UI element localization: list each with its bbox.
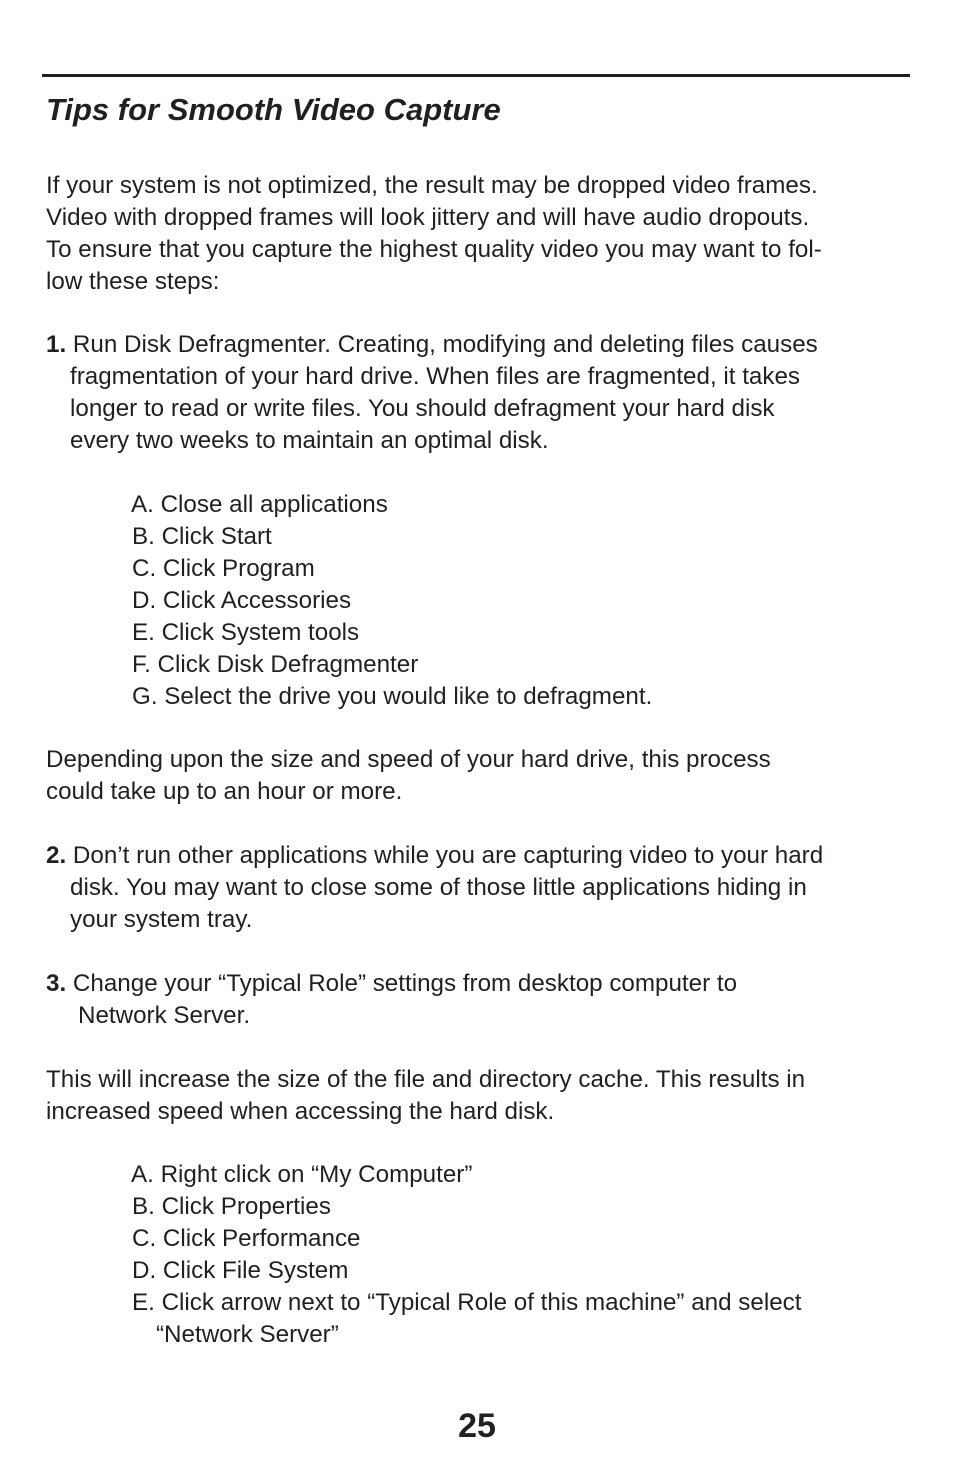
note-line: could take up to an hour or more. [46,778,403,805]
step-2-first-line [46,840,926,872]
note-line: This will increase the size of the file and directory cache. This results in [46,1066,806,1093]
step-2 [46,840,926,936]
intro-line: To ensure that you capture the highest quality video you may want to fol- [46,236,822,263]
substep-item: C. Click Performance [132,1225,361,1252]
step-3-substeps [131,1159,801,1351]
substep-item: E. Click System tools [132,619,360,646]
step-3-line: Network Server. [78,1002,251,1029]
substep-item: G. Select the drive you would like to defragment. [132,683,653,710]
intro-line: Video with dropped frames will look jittery and will have audio dropouts. [46,204,810,231]
step-1-number: 1. [46,331,67,358]
substep-item: F. Click Disk Defragmenter [132,651,419,678]
page-title: Tips for Smooth Video Capture [46,92,501,127]
step-1-line: every two weeks to maintain an optimal disk. [70,427,549,454]
intro-line: If your system is not optimized, the result may be dropped video frames. [46,172,818,199]
substep-item: C. Click Program [132,555,315,582]
step-1-first-line [46,329,926,361]
step-3 [46,968,926,1032]
substep-item: E. Click arrow next to “Typical Role of this machine” and select [132,1289,802,1316]
substep-item: B. Click Properties [132,1193,331,1220]
substep-item: D. Click File System [132,1257,349,1284]
substep-item-continuation: “Network Server” [156,1321,339,1348]
defrag-note [46,744,926,808]
step-2-number: 2. [46,842,67,869]
substep-item: D. Click Accessories [132,587,352,614]
step-3-first-line [46,968,926,1000]
step-2-text: Don’t run other applications while you are capturing video to your hard [72,842,824,869]
substep-item: B. Click Start [132,523,272,550]
page-number: 25 [458,1407,496,1445]
intro-line: low these steps: [46,268,220,295]
step-3-number: 3. [46,970,67,997]
step-1-line: fragmentation of your hard drive. When files are fragmented, it takes [70,363,801,390]
note-line: Depending upon the size and speed of your hard drive, this process [46,746,771,773]
step-1-text: Run Disk Defragmenter. Creating, modifying and deleting files causes [72,331,818,358]
step-1-substeps [131,489,652,713]
step-1 [46,329,926,457]
cache-note [46,1064,926,1128]
step-2-line: your system tray. [70,906,253,933]
step-3-text: Change your “Typical Role” settings from desktop computer to [72,970,738,997]
step-2-line: disk. You may want to close some of those little applications hiding in [70,874,807,901]
header-rule [42,74,910,77]
substep-item: A. Close all applications [131,491,388,518]
note-line: increased speed when accessing the hard disk. [46,1098,555,1125]
intro-paragraph [46,170,926,298]
step-1-line: longer to read or write files. You should defragment your hard disk [70,395,775,422]
substep-item: A. Right click on “My Computer” [131,1161,473,1188]
